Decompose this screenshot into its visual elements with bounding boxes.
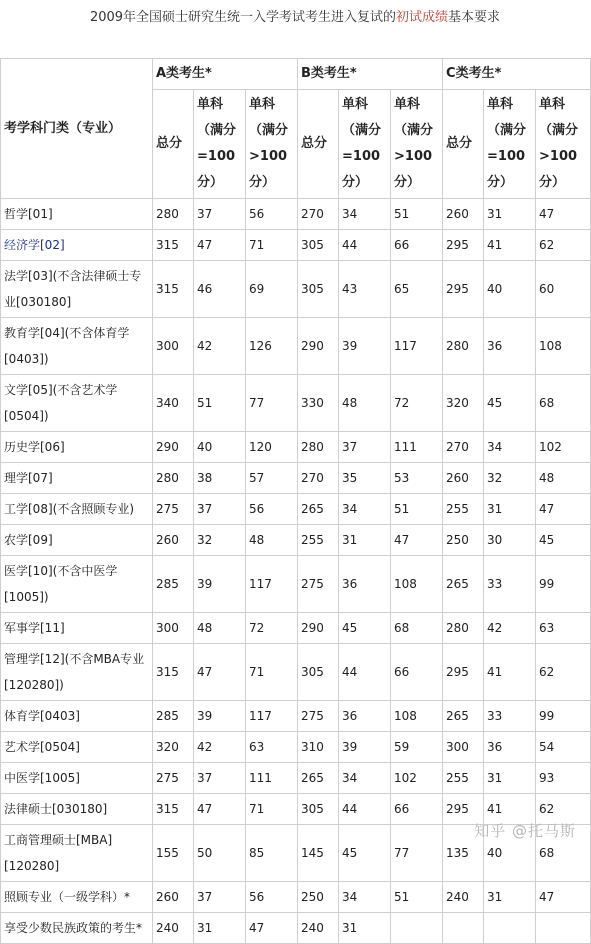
score-cell: 47 xyxy=(536,882,591,913)
score-cell: 32 xyxy=(194,525,246,556)
score-cell: 44 xyxy=(339,230,391,261)
score-cell: 270 xyxy=(298,199,339,230)
group-header-b: B类考生* xyxy=(298,59,443,90)
score-cell: 31 xyxy=(484,882,536,913)
score-cell: 295 xyxy=(443,794,484,825)
score-cell: 48 xyxy=(536,463,591,494)
score-cell: 37 xyxy=(194,199,246,230)
subject-name: 历史学[06] xyxy=(1,432,153,463)
score-cell: 34 xyxy=(339,763,391,794)
subject-name: 理学[07] xyxy=(1,463,153,494)
score-cell: 35 xyxy=(339,463,391,494)
score-cell: 265 xyxy=(443,701,484,732)
score-cell: 44 xyxy=(339,794,391,825)
score-cell: 42 xyxy=(194,318,246,375)
score-cell: 315 xyxy=(153,794,194,825)
score-cell: 69 xyxy=(246,261,298,318)
score-cell: 260 xyxy=(153,882,194,913)
table-row xyxy=(1,463,591,494)
title-text-end: 基本要求 xyxy=(448,10,501,25)
score-cell: 290 xyxy=(298,613,339,644)
score-cell: 40 xyxy=(194,432,246,463)
group-header-a: A类考生* xyxy=(153,59,298,90)
score-cell: 275 xyxy=(298,701,339,732)
score-cell: 45 xyxy=(339,613,391,644)
table-row xyxy=(1,318,591,375)
score-cell: 72 xyxy=(391,375,443,432)
score-cell: 34 xyxy=(339,494,391,525)
score-cell: 315 xyxy=(153,644,194,701)
score-cell: 99 xyxy=(536,701,591,732)
score-cell: 42 xyxy=(194,732,246,763)
score-cell: 45 xyxy=(484,375,536,432)
score-cell: 240 xyxy=(443,882,484,913)
score-cell: 62 xyxy=(536,794,591,825)
score-cell: 37 xyxy=(194,882,246,913)
subject-name: 法律硕士[030180] xyxy=(1,794,153,825)
score-cell: 72 xyxy=(246,613,298,644)
score-cell: 41 xyxy=(484,644,536,701)
subject-name: 文学[05](不含艺术学[0504]) xyxy=(1,375,153,432)
score-cell: 47 xyxy=(246,913,298,944)
score-cell: 30 xyxy=(484,525,536,556)
score-cell: 40 xyxy=(484,261,536,318)
score-cell: 36 xyxy=(484,732,536,763)
score-cell: 32 xyxy=(484,463,536,494)
subject-name: 医学[10](不含中医学[1005]) xyxy=(1,556,153,613)
score-cell: 102 xyxy=(391,763,443,794)
score-cell: 71 xyxy=(246,230,298,261)
score-cell: 51 xyxy=(391,494,443,525)
score-cell: 126 xyxy=(246,318,298,375)
score-cell: 275 xyxy=(153,494,194,525)
subject-name: 军事学[11] xyxy=(1,613,153,644)
page-title xyxy=(0,6,590,25)
score-cell: 31 xyxy=(194,913,246,944)
score-cell: 37 xyxy=(194,494,246,525)
score-cell: 320 xyxy=(443,375,484,432)
score-cell: 48 xyxy=(194,613,246,644)
score-cell: 71 xyxy=(246,794,298,825)
score-cell: 47 xyxy=(194,794,246,825)
score-cell: 77 xyxy=(391,825,443,882)
score-cell: 155 xyxy=(153,825,194,882)
score-cell: 260 xyxy=(153,525,194,556)
score-cell: 39 xyxy=(339,732,391,763)
score-cell: 108 xyxy=(391,701,443,732)
score-cell: 290 xyxy=(153,432,194,463)
group-header-c: C类考生* xyxy=(443,59,591,90)
single-over-100-header: 单科（满分>100分） xyxy=(536,90,591,199)
score-cell: 108 xyxy=(391,556,443,613)
score-cell: 41 xyxy=(484,794,536,825)
score-cell: 108 xyxy=(536,318,591,375)
table-row xyxy=(1,763,591,794)
subject-name[interactable]: 经济学[02] xyxy=(1,230,153,261)
table-row xyxy=(1,882,591,913)
score-cell: 31 xyxy=(484,199,536,230)
score-cell: 41 xyxy=(484,230,536,261)
score-cell: 280 xyxy=(298,432,339,463)
score-cell xyxy=(484,913,536,944)
score-cell: 300 xyxy=(153,318,194,375)
score-cell: 280 xyxy=(443,613,484,644)
score-cell: 71 xyxy=(246,644,298,701)
single-100-header: 单科（满分=100分） xyxy=(339,90,391,199)
score-cell: 265 xyxy=(298,763,339,794)
subject-name: 艺术学[0504] xyxy=(1,732,153,763)
score-cell: 47 xyxy=(391,525,443,556)
subject-name: 法学[03](不含法律硕士专业[030180] xyxy=(1,261,153,318)
watermark: 知乎 @托马斯 xyxy=(474,822,576,840)
subject-name: 体育学[0403] xyxy=(1,701,153,732)
score-cell: 320 xyxy=(153,732,194,763)
score-cell: 111 xyxy=(246,763,298,794)
score-cell: 280 xyxy=(153,199,194,230)
total-header: 总分 xyxy=(153,90,194,199)
score-cell: 310 xyxy=(298,732,339,763)
score-cell: 43 xyxy=(339,261,391,318)
score-cell: 305 xyxy=(298,644,339,701)
score-cell: 33 xyxy=(484,556,536,613)
subject-name: 工商管理硕士[MBA][120280] xyxy=(1,825,153,882)
score-cell: 33 xyxy=(484,701,536,732)
score-cell: 270 xyxy=(298,463,339,494)
table-row xyxy=(1,261,591,318)
score-cell: 54 xyxy=(536,732,591,763)
score-cell xyxy=(443,913,484,944)
score-cell: 265 xyxy=(298,494,339,525)
score-cell: 47 xyxy=(536,494,591,525)
score-cell: 295 xyxy=(443,644,484,701)
table-row xyxy=(1,525,591,556)
score-cell: 285 xyxy=(153,556,194,613)
subject-name: 农学[09] xyxy=(1,525,153,556)
score-cell: 42 xyxy=(484,613,536,644)
score-cell: 330 xyxy=(298,375,339,432)
score-cell: 37 xyxy=(194,763,246,794)
score-cell: 120 xyxy=(246,432,298,463)
score-cell: 145 xyxy=(298,825,339,882)
score-cell: 63 xyxy=(246,732,298,763)
score-cell: 270 xyxy=(443,432,484,463)
score-cell: 250 xyxy=(443,525,484,556)
score-cell: 36 xyxy=(339,556,391,613)
score-cell: 315 xyxy=(153,230,194,261)
score-cell: 300 xyxy=(443,732,484,763)
score-cell: 47 xyxy=(194,230,246,261)
score-cell: 280 xyxy=(443,318,484,375)
score-cell: 290 xyxy=(298,318,339,375)
table-row xyxy=(1,230,591,261)
score-cell: 47 xyxy=(194,644,246,701)
score-cell: 39 xyxy=(339,318,391,375)
score-cell: 51 xyxy=(391,199,443,230)
score-cell: 250 xyxy=(298,882,339,913)
score-cell: 62 xyxy=(536,230,591,261)
score-cell: 34 xyxy=(339,882,391,913)
title-highlight: 初试成绩 xyxy=(396,10,449,25)
score-cell: 39 xyxy=(194,701,246,732)
score-cell: 36 xyxy=(339,701,391,732)
total-header: 总分 xyxy=(298,90,339,199)
score-cell: 77 xyxy=(246,375,298,432)
score-cell: 36 xyxy=(484,318,536,375)
score-cell: 255 xyxy=(443,494,484,525)
score-cell: 102 xyxy=(536,432,591,463)
score-cell: 47 xyxy=(536,199,591,230)
score-cell: 240 xyxy=(153,913,194,944)
subject-name: 享受少数民族政策的考生* xyxy=(1,913,153,944)
score-cell: 37 xyxy=(339,432,391,463)
score-cell: 51 xyxy=(194,375,246,432)
subject-name: 中医学[1005] xyxy=(1,763,153,794)
single-100-header: 单科（满分=100分） xyxy=(484,90,536,199)
score-cell: 31 xyxy=(484,763,536,794)
score-cell: 260 xyxy=(443,463,484,494)
score-cell: 68 xyxy=(536,825,591,882)
score-cell: 63 xyxy=(536,613,591,644)
score-cell: 56 xyxy=(246,882,298,913)
score-cell: 93 xyxy=(536,763,591,794)
score-cell: 51 xyxy=(391,882,443,913)
score-cell: 260 xyxy=(443,199,484,230)
table-row xyxy=(1,613,591,644)
table-row xyxy=(1,556,591,613)
score-cell: 285 xyxy=(153,701,194,732)
score-cell: 45 xyxy=(536,525,591,556)
score-cell: 295 xyxy=(443,230,484,261)
subject-name: 哲学[01] xyxy=(1,199,153,230)
score-cell: 295 xyxy=(443,261,484,318)
score-cell: 85 xyxy=(246,825,298,882)
table-row xyxy=(1,494,591,525)
score-cell: 57 xyxy=(246,463,298,494)
score-cell: 275 xyxy=(298,556,339,613)
table-row xyxy=(1,913,591,944)
subject-name: 工学[08](不含照顾专业) xyxy=(1,494,153,525)
score-cell: 135 xyxy=(443,825,484,882)
score-cell: 255 xyxy=(298,525,339,556)
score-cell: 66 xyxy=(391,230,443,261)
score-cell: 300 xyxy=(153,613,194,644)
score-cell: 56 xyxy=(246,199,298,230)
score-cell: 45 xyxy=(339,825,391,882)
table-row xyxy=(1,432,591,463)
score-cell xyxy=(391,913,443,944)
table-row xyxy=(1,199,591,230)
score-cell: 275 xyxy=(153,763,194,794)
score-cell: 53 xyxy=(391,463,443,494)
score-cell: 255 xyxy=(443,763,484,794)
score-cell: 38 xyxy=(194,463,246,494)
total-header: 总分 xyxy=(443,90,484,199)
score-cell: 340 xyxy=(153,375,194,432)
score-cell: 305 xyxy=(298,794,339,825)
score-cell: 66 xyxy=(391,644,443,701)
subject-name: 教育学[04](不含体育学[0403]) xyxy=(1,318,153,375)
score-cell: 66 xyxy=(391,794,443,825)
score-cell: 280 xyxy=(153,463,194,494)
single-over-100-header: 单科（满分>100分） xyxy=(391,90,443,199)
subject-name: 管理学[12](不含MBA专业[120280]) xyxy=(1,644,153,701)
score-cell: 117 xyxy=(246,701,298,732)
score-cell: 34 xyxy=(484,432,536,463)
title-text: 2009年全国硕士研究生统一入学考试考生进入复试的 xyxy=(89,10,397,25)
score-cell: 48 xyxy=(339,375,391,432)
score-cell: 31 xyxy=(339,525,391,556)
score-cell: 68 xyxy=(536,375,591,432)
score-cell: 50 xyxy=(194,825,246,882)
subject-column-header: 考学科门类（专业） xyxy=(1,59,153,199)
score-cell: 315 xyxy=(153,261,194,318)
requirements-table xyxy=(0,58,591,944)
score-cell: 40 xyxy=(484,825,536,882)
score-cell: 99 xyxy=(536,556,591,613)
score-cell: 62 xyxy=(536,644,591,701)
score-cell: 240 xyxy=(298,913,339,944)
score-cell: 60 xyxy=(536,261,591,318)
score-cell: 265 xyxy=(443,556,484,613)
table-row xyxy=(1,644,591,701)
score-cell: 44 xyxy=(339,644,391,701)
score-cell: 305 xyxy=(298,261,339,318)
score-cell: 65 xyxy=(391,261,443,318)
table-row xyxy=(1,701,591,732)
score-cell: 48 xyxy=(246,525,298,556)
score-cell: 56 xyxy=(246,494,298,525)
score-cell: 59 xyxy=(391,732,443,763)
table-row xyxy=(1,732,591,763)
score-cell xyxy=(536,913,591,944)
score-cell: 68 xyxy=(391,613,443,644)
score-cell: 117 xyxy=(391,318,443,375)
single-100-header: 单科（满分=100分） xyxy=(194,90,246,199)
score-cell: 34 xyxy=(339,199,391,230)
subject-name: 照顾专业（一级学科）* xyxy=(1,882,153,913)
table-row xyxy=(1,375,591,432)
score-cell: 305 xyxy=(298,230,339,261)
score-cell: 117 xyxy=(246,556,298,613)
score-cell: 31 xyxy=(339,913,391,944)
score-cell: 46 xyxy=(194,261,246,318)
score-cell: 31 xyxy=(484,494,536,525)
score-cell: 39 xyxy=(194,556,246,613)
single-over-100-header: 单科（满分>100分） xyxy=(246,90,298,199)
score-cell: 111 xyxy=(391,432,443,463)
